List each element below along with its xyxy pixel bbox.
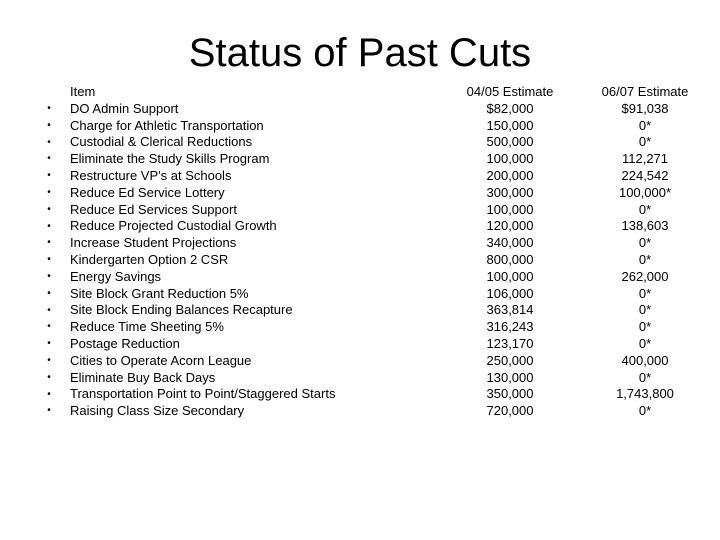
cut-estimate-0405: 340,000	[486, 235, 534, 251]
bullet-icon: •	[47, 103, 51, 114]
bullet-icon: •	[47, 321, 51, 333]
cut-item-name: DO Admin Support	[70, 100, 179, 116]
cut-estimate-0405: 363,814	[486, 302, 534, 318]
cut-estimate-0607: 0*	[638, 235, 652, 251]
cut-estimate-0607: 0*	[638, 117, 652, 133]
cut-estimate-0405: 720,000	[486, 403, 534, 419]
cut-item-name: Kindergarten Option 2 CSR	[70, 251, 229, 267]
cut-item-name: Reduce Ed Services Support	[70, 201, 237, 217]
cut-item-name: Reduce Projected Custodial Growth	[70, 218, 277, 234]
bullet-icon: •	[47, 270, 51, 282]
cut-item-name: Energy Savings	[70, 268, 162, 284]
estimate-0607-header: 06/07 Estimate	[601, 84, 689, 99]
cut-estimate-0405: 800,000	[486, 251, 534, 267]
bullet-icon: •	[47, 254, 51, 266]
cut-estimate-0405: 106,000	[486, 285, 534, 301]
cut-estimate-0405: 100,000	[486, 268, 534, 284]
bullet-icon: •	[47, 304, 51, 316]
cut-item-name: Cities to Operate Acorn League	[70, 352, 252, 368]
bullet-icon: •	[47, 354, 51, 366]
slide-title: Status of Past Cuts	[188, 31, 532, 75]
cut-estimate-0405: 120,000	[486, 218, 534, 234]
cut-estimate-0607: 224,542	[621, 167, 669, 183]
bullet-icon: •	[47, 338, 51, 350]
cut-estimate-0607: 0*	[638, 251, 652, 267]
bullet-icon: •	[47, 136, 51, 148]
cut-item-name: Eliminate the Study Skills Program	[70, 151, 270, 167]
cut-estimate-0405: 100,000	[486, 151, 534, 167]
cut-estimate-0607: 262,000	[621, 268, 669, 284]
cut-estimate-0607: 0*	[638, 134, 652, 150]
cut-estimate-0607: $91,038	[621, 100, 669, 116]
cut-estimate-0607: 138,603	[621, 218, 669, 234]
cut-item-name: Transportation Point to Point/Staggered Starts	[70, 386, 336, 402]
estimate-0405-header: 04/05 Estimate	[466, 84, 554, 99]
bullet-icon: •	[47, 170, 51, 182]
bullet-icon: •	[47, 153, 51, 165]
cut-estimate-0405: 130,000	[486, 369, 534, 385]
cut-estimate-0405: 150,000	[486, 117, 534, 133]
cut-estimate-0405: 123,170	[486, 335, 534, 351]
bullet-icon: •	[47, 237, 51, 249]
cut-item-name: Raising Class Size Secondary	[70, 403, 245, 419]
bullet-column	[40, 101, 58, 420]
cut-estimate-0607: 112,271	[621, 151, 669, 167]
item-header: Item	[70, 84, 96, 99]
item-column	[70, 84, 420, 420]
cut-estimate-0405: 316,243	[486, 319, 534, 335]
cut-estimate-0405: 350,000	[486, 386, 534, 402]
cut-item-name: Site Block Ending Balances Recapture	[70, 302, 293, 318]
estimate-0607-column	[560, 84, 720, 420]
cut-estimate-0607: 0*	[638, 319, 652, 335]
cut-estimate-0607: 0*	[638, 369, 652, 385]
cut-item-name: Eliminate Buy Back Days	[70, 369, 216, 385]
cut-item-name: Increase Student Projections	[70, 235, 237, 251]
cut-estimate-0607: 100,000*	[618, 184, 672, 200]
bullet-icon: •	[47, 388, 51, 400]
cut-estimate-0607: 0*	[638, 201, 652, 217]
bullet-icon: •	[47, 287, 51, 299]
bullet-icon: •	[47, 220, 51, 232]
cut-estimate-0405: 100,000	[486, 201, 534, 217]
cut-estimate-0607: 0*	[638, 335, 652, 351]
cut-estimate-0607: 0*	[638, 403, 652, 419]
cut-estimate-0607: 1,743,800	[616, 386, 674, 402]
cut-estimate-0607: 0*	[638, 285, 652, 301]
cut-item-name: Site Block Grant Reduction 5%	[70, 285, 249, 301]
cut-item-name: Charge for Athletic Transportation	[70, 117, 264, 133]
bullet-icon: •	[47, 371, 51, 383]
bullet-icon: •	[47, 203, 51, 215]
cut-item-name: Restructure VP's at Schools	[70, 167, 232, 183]
cut-item-name: Reduce Ed Service Lottery	[70, 184, 225, 200]
cut-item-name: Reduce Time Sheeting 5%	[70, 319, 224, 335]
cut-estimate-0607: 400,000	[621, 352, 669, 368]
bullet-icon: •	[47, 119, 51, 131]
cut-estimate-0405: 200,000	[486, 167, 534, 183]
cut-item-name: Postage Reduction	[70, 335, 180, 351]
cut-estimate-0607: 0*	[638, 302, 652, 318]
cut-estimate-0405: $82,000	[486, 100, 534, 116]
cut-estimate-0405: 300,000	[486, 184, 534, 200]
cut-estimate-0405: 500,000	[486, 134, 534, 150]
cut-item-name: Custodial & Clerical Reductions	[70, 134, 253, 150]
bullet-icon: •	[47, 186, 51, 198]
cut-estimate-0405: 250,000	[486, 352, 534, 368]
bullet-icon: •	[47, 405, 51, 417]
